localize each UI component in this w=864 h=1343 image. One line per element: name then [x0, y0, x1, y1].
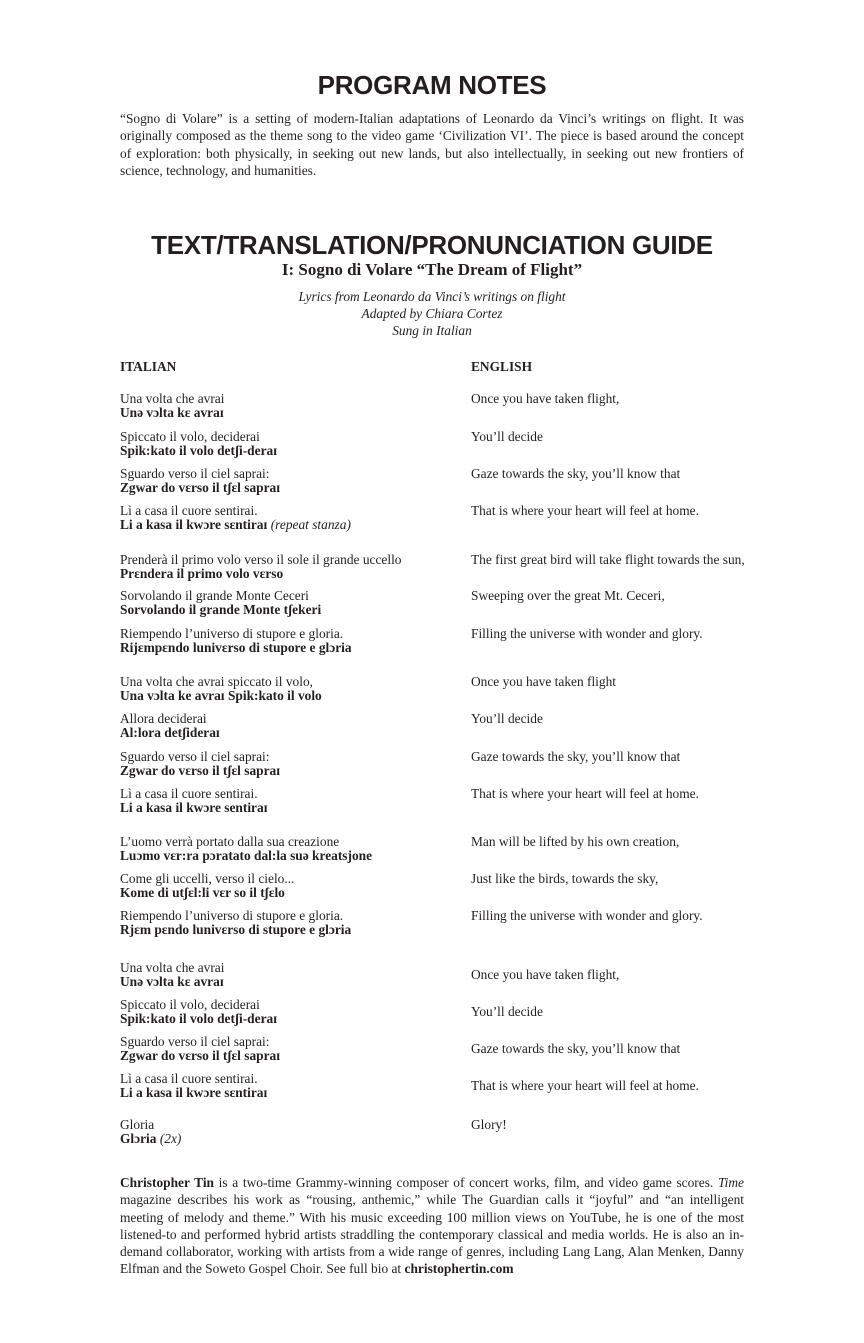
english-translation: Gaze towards the sky, you’ll know that [471, 749, 681, 764]
pronunciation-text: Glɔria [120, 1131, 157, 1146]
italian-cell [120, 1072, 460, 1100]
pronunciation-text: Zgwar do vɛrso il tʃɛl sapraɪ [120, 480, 281, 495]
english-translation: Just like the birds, towards the sky, [471, 871, 659, 886]
english-translation: You’ll decide [471, 429, 543, 444]
english-translation: Once you have taken flight [471, 674, 617, 689]
italian-cell [120, 627, 460, 655]
pronunciation-text: Kome di utʃɛl:li vɛr so il tʃɛlo [120, 885, 285, 900]
bio-text: magazine describes his work as “rousing, anthemic,” while The Guardian calls it “joyful” and “an intelligent meeting of melody and theme.” With his music exceeding 100 million views on YouTube, he is one of the most listened-to and performed hybrid artists straddling the contemporary classical and media worlds. He is also an in-demand collaborator, working with artists from a wide range of genres, including Lang Lang, Alan Menken, Danny Elfman and the Soweto Gospel Choir. See full bio at [120, 1192, 744, 1277]
pronunciation-text: Zgwar do vɛrso il tʃɛl sapraɪ [120, 763, 281, 778]
pronunciation-line [120, 726, 460, 740]
italian-line: Sguardo verso il ciel saprai: [120, 1034, 270, 1049]
pronunciation-text: Sorvolando il grande Monte tʃekeri [120, 602, 322, 617]
column-heading-italian: ITALIAN [120, 359, 177, 374]
pronunciation-text: Li a kasa il kwɔre sɛntiraɪ [120, 1085, 268, 1100]
performance-note: (repeat stanza) [270, 517, 351, 532]
italian-cell [120, 961, 460, 989]
english-translation: You’ll decide [471, 1004, 543, 1019]
english-translation: That is where your heart will feel at home. [471, 503, 699, 518]
pronunciation-text: Al:lora detʃideraɪ [120, 725, 220, 740]
italian-line: Spiccato il volo, deciderai [120, 997, 260, 1012]
italian-cell [120, 467, 460, 495]
pronunciation-line [120, 764, 460, 778]
english-translation: That is where your heart will feel at home. [471, 1078, 699, 1093]
italian-line: Sorvolando il grande Monte Ceceri [120, 588, 309, 603]
program-notes-body: “Sogno di Volare” is a setting of modern-Italian adaptations of Leonardo da Vinci’s writings on flight. It was originally composed as the theme song to the video game ‘Civilization VI’. The piece is based around the concept of exploration: both physically, in seeking out new lands, but also intellectually, in seeking out new frontiers of science, technology, and humanities. [120, 111, 744, 178]
pronunciation-line [120, 1086, 460, 1100]
italian-line: Allora deciderai [120, 711, 207, 726]
italian-cell [120, 909, 460, 937]
italian-line: Sguardo verso il ciel saprai: [120, 749, 270, 764]
pronunciation-line [120, 849, 460, 863]
program-notes-heading: PROGRAM NOTES [317, 70, 547, 100]
pronunciation-text: Luɔmo vɛr:ra pɔratato dal:la suə kreatsjone [120, 848, 373, 863]
italian-line: Lì a casa il cuore sentirai. [120, 503, 258, 518]
pronunciation-line [120, 641, 460, 655]
italian-cell [120, 787, 460, 815]
pronunciation-line [120, 689, 460, 703]
pronunciation-text: Una vɔlta ke avraɪ Spik:kato il volo [120, 688, 322, 703]
pronunciation-text: Rjɛm pɛndo lunivɛrso di stupore e glɔria [120, 922, 352, 937]
credit-line: Sung in Italian [392, 323, 472, 338]
italian-cell [120, 998, 460, 1026]
italian-line: Una volta che avrai [120, 960, 225, 975]
english-translation: Once you have taken flight, [471, 391, 620, 406]
credit-line: Lyrics from Leonardo da Vinci’s writings on flight [298, 289, 566, 304]
italian-line: Sguardo verso il ciel saprai: [120, 466, 270, 481]
english-translation: Sweeping over the great Mt. Ceceri, [471, 588, 665, 603]
english-translation: Gaze towards the sky, you’ll know that [471, 466, 681, 481]
italian-cell [120, 675, 460, 703]
pronunciation-text: Unə vɔlta kɛ avraɪ [120, 974, 224, 989]
italian-line: Gloria [120, 1117, 155, 1132]
italian-line: Riempendo l’universo di stupore e gloria. [120, 908, 344, 923]
pronunciation-text: Rijɛmpɛndo lunivɛrso di stupore e glɔria [120, 640, 352, 655]
pronunciation-text: Zgwar do vɛrso il tʃɛl sapraɪ [120, 1048, 281, 1063]
magazine-name: Time [717, 1175, 744, 1190]
pronunciation-line [120, 481, 460, 495]
pronunciation-line [120, 975, 460, 989]
pronunciation-line [120, 886, 460, 900]
italian-line: Lì a casa il cuore sentirai. [120, 786, 258, 801]
italian-line: Una volta che avrai [120, 391, 225, 406]
italian-line: Una volta che avrai spiccato il volo, [120, 674, 313, 689]
italian-cell [120, 835, 460, 863]
composer-name: Christopher Tin [120, 1175, 214, 1190]
pronunciation-text: Spik:kato il volo detʃi-deraɪ [120, 1011, 278, 1026]
pronunciation-line [120, 444, 460, 458]
italian-line: Prenderà il primo volo verso il sole il grande uccello [120, 552, 402, 567]
english-translation: Man will be lifted by his own creation, [471, 834, 680, 849]
english-translation: You’ll decide [471, 711, 543, 726]
pronunciation-text: Spik:kato il volo detʃi-deraɪ [120, 443, 278, 458]
performance-note: (2x) [159, 1131, 182, 1146]
movement-title: I: Sogno di Volare “The Dream of Flight” [281, 260, 583, 279]
bio-text: is a two-time Grammy-winning composer of concert works, film, and video game scores. [213, 1175, 718, 1190]
italian-cell [120, 712, 460, 740]
italian-cell [120, 392, 460, 420]
italian-cell [120, 504, 460, 532]
pronunciation-line [120, 801, 460, 815]
composer-bio [120, 1174, 744, 1278]
pronunciation-text: Li a kasa il kwɔre sentiraɪ [120, 800, 268, 815]
italian-cell [120, 1035, 460, 1063]
italian-cell [120, 430, 460, 458]
italian-cell [120, 750, 460, 778]
italian-line: L’uomo verrà portato dalla sua creazione [120, 834, 340, 849]
english-translation: Filling the universe with wonder and glory. [471, 626, 703, 641]
pronunciation-text: Unə vɔlta kɛ avraɪ [120, 405, 224, 420]
italian-line: Lì a casa il cuore sentirai. [120, 1071, 258, 1086]
english-translation: Glory! [471, 1117, 507, 1132]
pronunciation-text: Prɛndera il primo volo vɛrso [120, 566, 284, 581]
credits [0, 288, 864, 339]
english-translation: That is where your heart will feel at home. [471, 786, 699, 801]
english-translation: Once you have taken flight, [471, 967, 620, 982]
website-link[interactable]: christophertin.com [404, 1261, 514, 1277]
pronunciation-line [120, 1012, 460, 1026]
pronunciation-line [120, 923, 460, 937]
english-translation: The first great bird will take flight towards the sun, [471, 552, 745, 567]
pronunciation-line [120, 603, 460, 617]
pronunciation-line [120, 1132, 460, 1146]
pronunciation-line [120, 567, 460, 581]
italian-cell [120, 589, 460, 617]
italian-cell [120, 872, 460, 900]
credit-line: Adapted by Chiara Cortez [361, 306, 503, 321]
italian-line: Spiccato il volo, deciderai [120, 429, 260, 444]
italian-line: Come gli uccelli, verso il cielo... [120, 871, 295, 886]
italian-cell [120, 1118, 460, 1146]
english-translation: Gaze towards the sky, you’ll know that [471, 1041, 681, 1056]
pronunciation-line [120, 406, 460, 420]
pronunciation-text: Li a kasa il kwɔre sɛntiraɪ [120, 517, 268, 532]
italian-cell [120, 553, 460, 581]
pronunciation-line [120, 518, 460, 532]
italian-line: Riempendo l’universo di stupore e gloria. [120, 626, 344, 641]
column-heading-english: ENGLISH [471, 359, 533, 374]
english-translation: Filling the universe with wonder and glory. [471, 908, 703, 923]
pronunciation-line [120, 1049, 460, 1063]
guide-heading: TEXT/TRANSLATION/PRONUNCIATION GUIDE [151, 230, 713, 260]
